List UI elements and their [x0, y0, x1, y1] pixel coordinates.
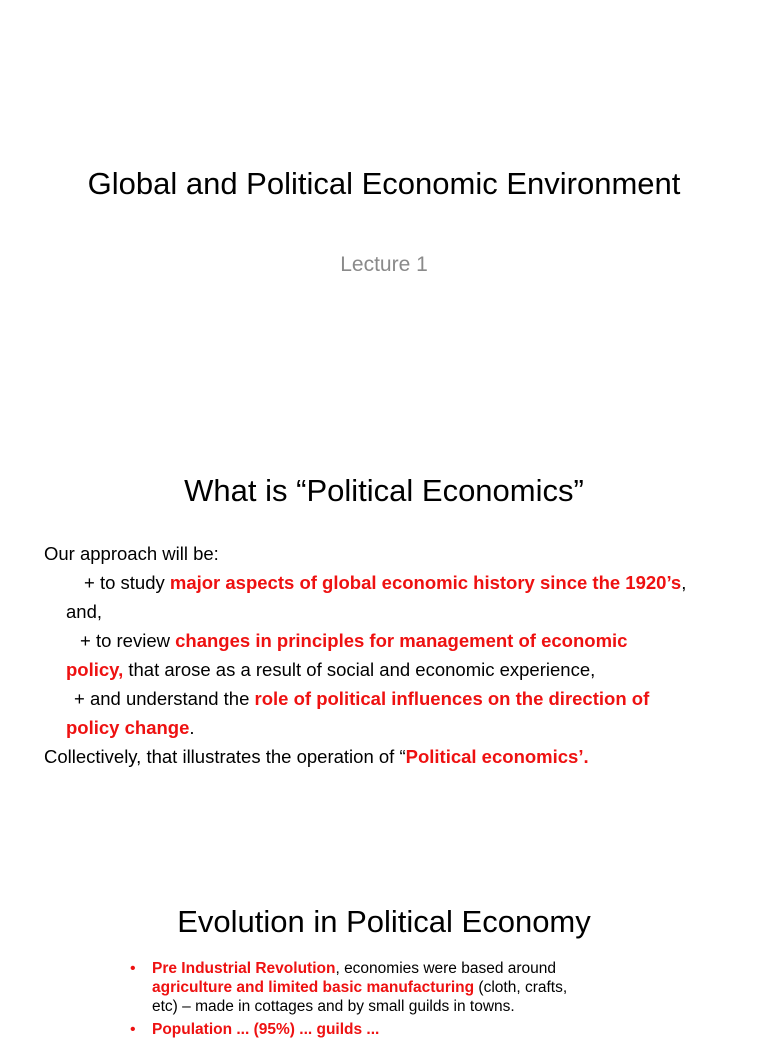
bullet-text-1: , economies were based around	[335, 960, 557, 977]
slide-evolution	[0, 880, 768, 1038]
bullet-highlight-1: Pre Industrial Revolution	[152, 960, 336, 977]
point-understand	[44, 684, 734, 713]
point-review	[44, 626, 734, 655]
slide-title-heading: Global and Political Economic Environment	[87, 166, 681, 201]
point-review-suffix: that arose as a result of social and economic experience,	[123, 659, 596, 680]
point-understand-continuation	[44, 713, 734, 742]
point-review-prefix: + to review	[80, 630, 176, 651]
bullet-highlight-2: agriculture and limited basic manufacturing	[152, 979, 475, 996]
bullet-dot-icon: •	[130, 1021, 136, 1038]
closing-text	[44, 742, 734, 771]
point-review-highlight-2: policy,	[66, 659, 124, 680]
point-study-highlight: major aspects of global economic history since the 1920’s	[169, 572, 682, 593]
bullet-text-2: (cloth, crafts,	[474, 979, 568, 996]
point-study	[44, 568, 734, 597]
slide-subtitle: Lecture 1	[340, 253, 428, 276]
slide-political-economics	[0, 440, 768, 880]
slide-heading: Evolution in Political Economy	[177, 904, 591, 939]
bullet-list	[130, 959, 600, 1043]
bullet-text-3: etc) – made in cottages and by small guilds in towns.	[152, 998, 515, 1015]
point-review-continuation	[44, 655, 734, 684]
intro-text: Our approach will be:	[44, 543, 219, 564]
bullet-partial-text: Population ... (95%) ... guilds ...	[152, 1021, 380, 1038]
point-study-continuation: and,	[66, 601, 103, 622]
slide-title	[0, 0, 768, 440]
point-understand-highlight: role of political influences on the direction of	[254, 688, 650, 709]
point-review-highlight: changes in principles for management of economic	[175, 630, 628, 651]
bullet-pre-industrial	[130, 959, 600, 1016]
bullet-dot-icon: •	[130, 960, 136, 977]
bullet-partial	[130, 1020, 600, 1039]
slide-body	[44, 539, 734, 771]
point-understand-suffix: .	[189, 717, 195, 738]
point-study-suffix: ,	[681, 572, 687, 593]
slide-heading: What is “Political Economics”	[184, 473, 584, 508]
point-understand-highlight-2: policy change	[66, 717, 190, 738]
point-understand-prefix: + and understand the	[74, 688, 255, 709]
closing-prefix: Collectively, that illustrates the operation of “	[44, 746, 406, 767]
point-study-prefix: + to study	[84, 572, 170, 593]
closing-highlight: Political economics’.	[405, 746, 589, 767]
